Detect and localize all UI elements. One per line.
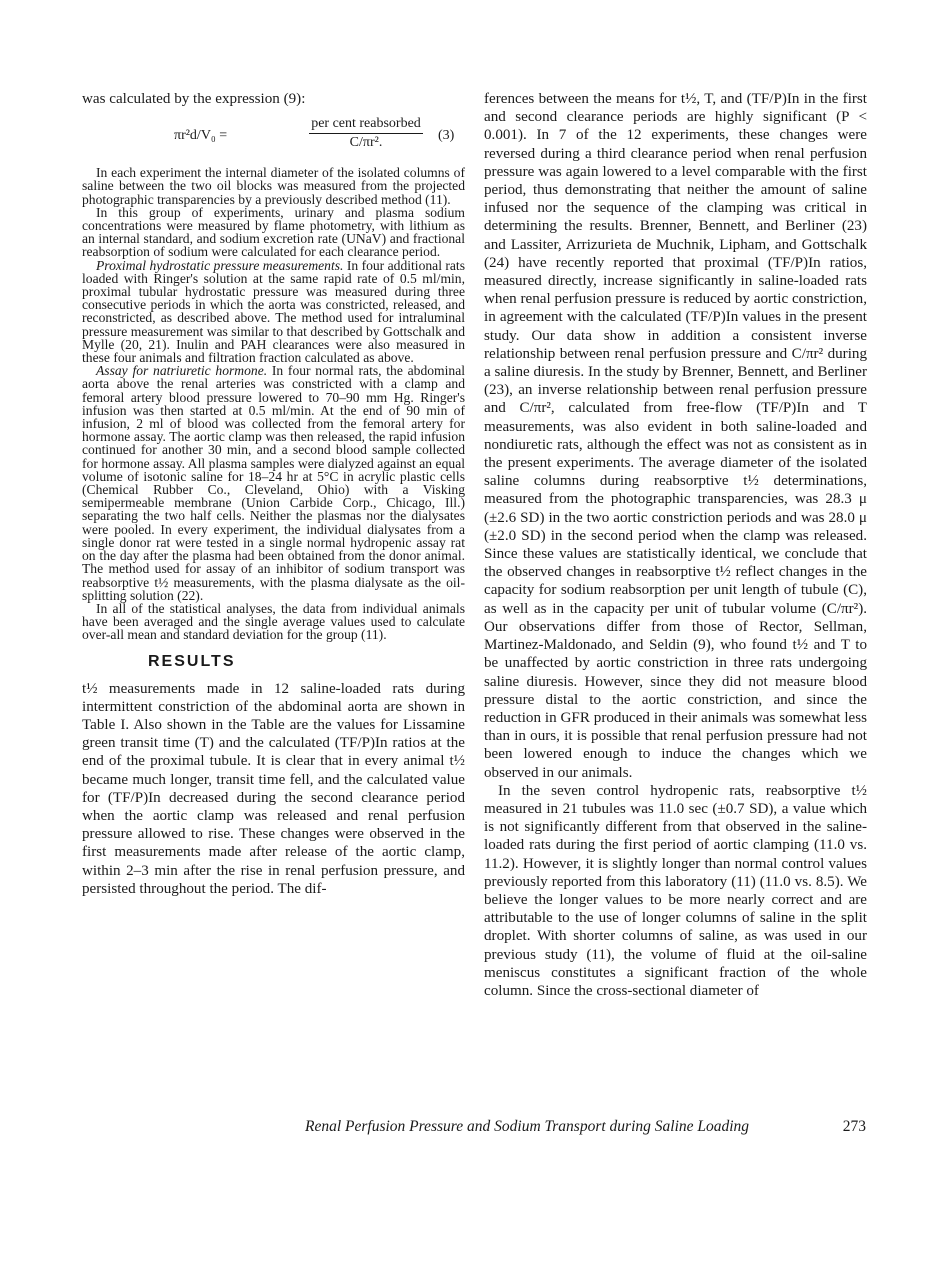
methods-paragraph-sodium: In this group of experiments, urinary and plasma sodium concentrations were measured by flame photometry, with lithium as an internal standard, and sodium excretion rate (UNaV) and fractional reabsorption of sodium were calculated for each clearance period. (82, 204, 465, 260)
methods-paragraph-assay: Assay for natriuretic hormone. In four normal rats, the abdominal aorta above the renal arteries was constricted with a clamp and femoral artery blood pressure lowered to 70–90 mm Hg. Ringer's infusion was then started at 0.5 ml/min. At the end of 90 min of infusion, 2 ml of blood was collected from the femoral artery for hormone assay. The aortic clamp was then released, the rapid infusion continued for another 30 min, and a second blood sample collected for hormone assay. All plasma samples were dialyzed against an equal volume of isotonic saline for 18–24 hr at 5°C in acrylic plastic cells (Chemical Rubber Co., Cleveland, Ohio) with a Visking semipermeable membrane (Union Carbide Corp., Chicago, Ill.) separating the two half cells. Neither the plasmas nor the dialysates were pooled. In every experiment, the individual dialysates from a single donor rat were tested in a single normal hydropenic assay rat on the day after the plasma had been obtained from the donor animal. The method used for assay of an inhibitor of sodium transport was reabsorptive t½ measurements, with the plasma dialysate as the oil-splitting solution (22). (82, 363, 466, 603)
page-number: 273 (842, 1118, 866, 1135)
equation-fraction (282, 116, 450, 151)
equation-denominator: C/πr². (349, 135, 383, 151)
section-heading-results: RESULTS (148, 652, 236, 670)
runin-heading-pressure: Proximal hydrostatic pressure measurements. (96, 257, 344, 273)
methods-paragraph-diameter: In each experiment the internal diameter of the isolated columns of saline between the two oil blocks was measured from the projected photographic transparencies by a previously described method (11). (82, 165, 465, 207)
methods-paragraph-statistics: In all of the statistical analyses, the data from individual animals have been averaged and the single average values used to calculate over-all mean and standard deviation for the group (11). (82, 600, 465, 643)
equation-lhs: πr²d/V₀ = (174, 128, 228, 144)
discussion-paragraph-1: ferences between the means for t½, T, and (TF/P)In in the first and second clearance periods are highly significant (P < 0.001). In 7 of the 12 experiments, these changes were reversed during a third clearance period when renal perfusion pressure was again lowered to a level comparable with the first period, thus demonstrating that neither the amount of saline infused nor the sequence of the clamping was critical in determining the results. Brenner, Bennett, and Berliner (23) and Lassiter, Arrizurieta de Muchnik, Lipham, and Gottschalk (24) have recently reported that proximal (TF/P)In ratios, measured directly, increase significantly in saline-loaded rats when renal perfusion pressure is reduced by aortic constriction, in agreement with the calculated (TF/P)In values in the present study. Our data show in addition a consistent inverse relationship between renal perfusion pressure and C/πr² during a saline diuresis. In the study by Brenner, Bennett, and Berliner (23), an inverse relationship between renal perfusion pressure and C/πr², calculated from free-flow (TF/P)In and T measurements, was also evident in both saline-loaded and nondiuretic rats, although the effect was not as consistent as in the present experiments. The average diameter of the isolated saline columns during reabsorptive t½ determinations, measured from the photographic transparencies, was 28.3 μ (±2.6 SD) in the two aortic constriction periods and was 28.0 μ (±2.0 SD) in the second period when the clamp was released. Since these values are statistically identical, we conclude that the observed changes in reabsorptive t½ reflect changes in the capacity for sodium reabsorption per unit length of tubule (C), as well as in the capacity per unit of tubular volume (C/πr²). Our observations differ from those of Rector, Sellman, Martinez-Maldonado, and Seldin (9), who found t½ and T to be unaffected by aortic constriction in three rats undergoing saline diuresis. However, since they did not measure blood pressure distal to the aortic constriction, and since the reduction in GFR produced in their animals was somewhat less than in ours, it is possible that renal perfusion pressure had not been lowered enough to induce the changes which we observed in our animals. (484, 91, 867, 781)
running-title: Renal Perfusion Pressure and Sodium Transport during Saline Loading (305, 1118, 750, 1135)
results-paragraph: t½ measurements made in 12 saline-loaded rats during intermittent constriction of the abdominal aorta are shown in Table I. Also shown in the Table are the values for Lissamine green transit time (T) and the calculated (TF/P)In ratios at the end of the proximal tubule. It is clear that in every animal t½ became much longer, transit time fell, and the calculated value for (TF/P)In decreased during the second clearance period when the aortic clamp was released and renal perfusion pressure allowed to rise. These changes were observed in the first measurements made after release of the aortic clamp, within 2–3 min after the rise in renal perfusion pressure, and persisted throughout the period. The dif- (82, 680, 465, 897)
right-column (484, 90, 867, 1000)
intro-line: was calculated by the expression (9): (82, 91, 306, 107)
methods-paragraph-pressure: Proximal hydrostatic pressure measurements. In four additional rats loaded with Ringer's solution at the same rapid rate of 0.5 ml/min, proximal tubular hydrostatic pressure was measured during three consecutive periods in which the aorta was constricted, released, and reconstricted, as described above. The method used for intraluminal pressure measurement was similar to that described by Gottschalk and Mylle (20, 21). Inulin and PAH clearances were also measured in these four animals and filtration fraction calculated as above. (82, 257, 466, 366)
discussion-paragraph-2: In the seven control hydropenic rats, reabsorptive t½ measured in 21 tubules was 11.0 sec (±0.7 SD), a value which is not significantly different from that observed in the saline-loaded rats during the first period of aortic clamping (11.0 vs. 11.2). However, it is slightly longer than normal control values previously reported from this laboratory (11) (11.0 vs. 8.5). We believe the longer values to be more nearly correct and are attributable to the use of longer columns of saline in the split droplet. With shorter columns of saline, as was used in our previous study (11), the volume of fluid at the oil-saline meniscus constitutes a significant fraction of the whole column. Since the cross-sectional diameter of (484, 782, 867, 999)
equation-numerator: per cent reabsorbed (309, 116, 423, 134)
equation-3 (82, 116, 465, 156)
runin-heading-assay: Assay for natriuretic hormone. (96, 363, 268, 379)
equation-number: (3) (438, 128, 455, 144)
left-column (82, 90, 465, 898)
